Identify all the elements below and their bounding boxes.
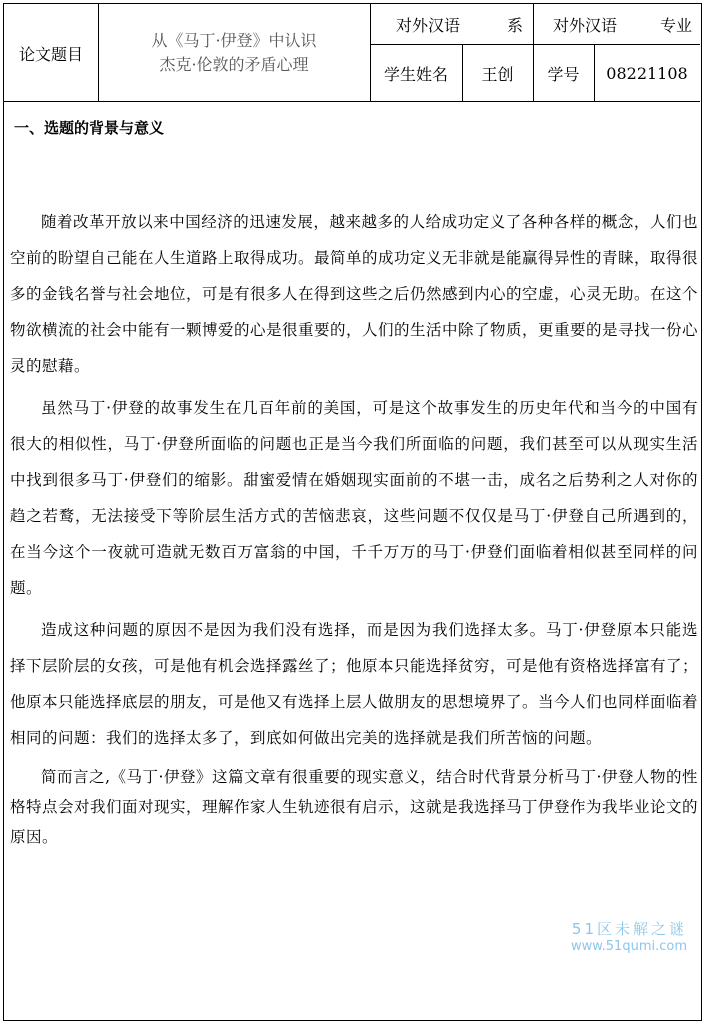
thesis-title-label: 论文题目 [18, 44, 83, 64]
watermark-title: 51区未解之谜 [571, 920, 687, 938]
major-label: 专业 [659, 15, 692, 35]
department-label: 系 [506, 15, 523, 35]
thesis-title-line1: 从《马丁·伊登》中认识 [151, 31, 317, 50]
major-value: 对外汉语 [553, 15, 618, 35]
paragraph: 虽然马丁·伊登的故事发生在几百年前的美国，可是这个故事发生的历史年代和当今的中国有很大的相似性，马丁·伊登所面临的问题也正是当今我们所面临的问题，我们甚至可以从现实生活中找到很多马丁·伊登们的缩影。甜蜜爱情在婚姻现实面前的不堪一击，成名之后势利之人对你的趋之若鹜，无法接受下等阶层生活方式的苦恼悲哀，这些问题不仅仅是马丁·伊登自己所遇到的，在当今这个一夜就可造就无数百万富翁的中国，千千万万的马丁·伊登们面临着相似甚至同样的问题。 [10, 399, 698, 597]
section-heading: 一、选题的背景与意义 [14, 119, 165, 137]
watermark-url: www.51qumi.com [570, 939, 687, 954]
watermark [571, 918, 687, 954]
paragraph: 随着改革开放以来中国经济的迅速发展，越来越多的人给成功定义了各种各样的概念，人们也空前的盼望自己能在人生道路上取得成功。最简单的成功定义无非就是能赢得异性的青睐，取得很多的金钱名誉与社会地位，可是有很多人在得到这些之后仍然感到内心的空虚，心灵无助。在这个物欲横流的社会中能有一颗博爱的心是很重要的，人们的生活中除了物质，更重要的是寻找一份心灵的慰藉。 [10, 213, 699, 375]
student-id-value: 08221108 [606, 63, 688, 83]
student-name-value: 王创 [481, 64, 514, 84]
form-frame [3, 3, 702, 1021]
paragraph: 造成这种问题的原因不是因为我们没有选择，而是因为我们选择太多。马丁·伊登原本只能选择下层阶层的女孩，可是他有机会选择露丝了；他原本只能选择贫穷，可是他有资格选择富有了；他原本只能选择底层的朋友，可是他又有选择上层人做朋友的思想境界了。当今人们也同样面临着相同的问题：我们的选择太多了，到底如何做出完美的选择就是我们所苦恼的问题。 [10, 621, 699, 747]
section-body [10, 204, 698, 858]
major-cell [533, 4, 700, 44]
paragraph: 简而言之,《马丁·伊登》这篇文章有很重要的现实意义，结合时代背景分析马丁·伊登人物的性格特点会对我们面对现实，理解作家人生轨迹很有启示，这就是我选择马丁伊登作为我毕业论文的原因。 [10, 768, 699, 846]
student-id-label: 学号 [547, 64, 580, 84]
student-name-label: 学生姓名 [383, 64, 448, 84]
thesis-title-line2: 杰克·伦敦的矛盾心理 [159, 55, 309, 74]
thesis-title [98, 4, 370, 102]
department-cell [370, 4, 533, 44]
department-value: 对外汉语 [396, 15, 461, 35]
info-table [4, 4, 700, 102]
